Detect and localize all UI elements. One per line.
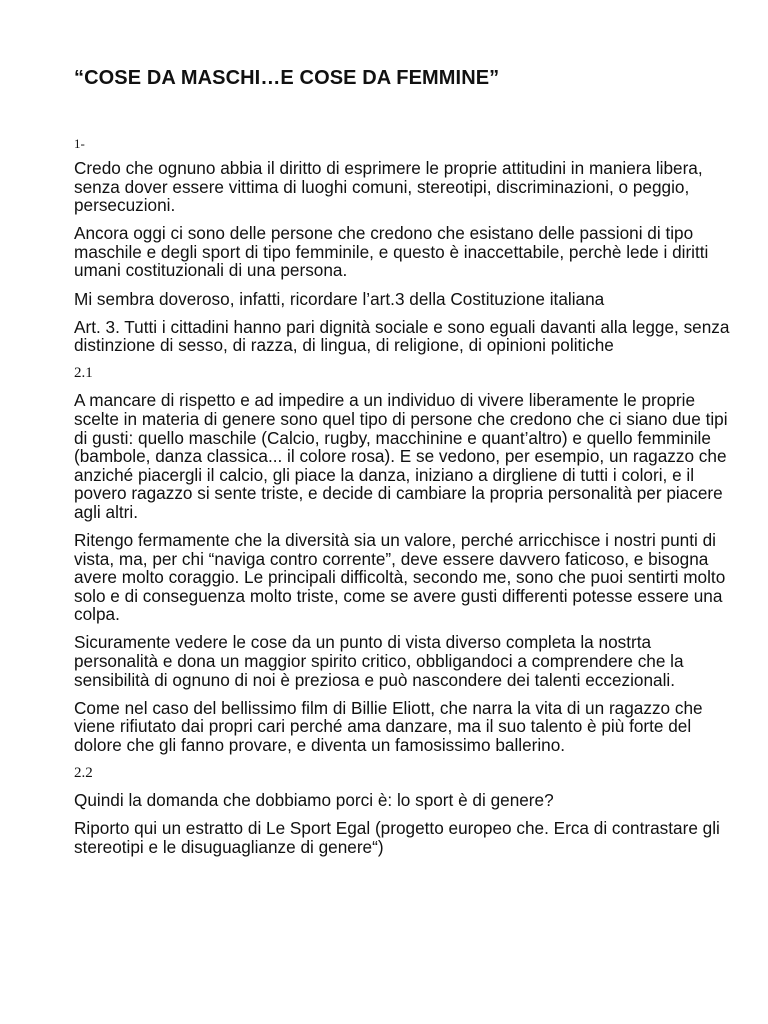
document-title: “COSE DA MASCHI…E COSE DA FEMMINE” — [74, 67, 500, 89]
paragraph: Come nel caso del bellissimo film di Billie Eliott, che narra la vita di un ragazzo che viene rifiutato dai propri cari perché ama danzare, ma il suo talento è più forte del dolore che gli fanno provare, e diventa un famosissimo ballerino. — [74, 697, 703, 755]
paragraph: Riporto qui un estratto di Le Sport Egal (progetto europeo che. Erca di contrastare gli stereotipi e le disuguaglianze di genere“) — [74, 818, 720, 857]
section-number-2-1: 2.1 — [74, 365, 93, 382]
paragraph: Ritengo fermamente che la diversità sia un valore, perché arricchisce i nostri punti di vista, ma, per chi “naviga contro corrente”, deve essere davvero faticoso, e bisogna avere molto coraggio. Le principali difficoltà, secondo me, sono che puoi sentirti molto solo e di conseguenza molto triste, come se avere gusti differenti potesse essere una colpa. — [74, 530, 726, 625]
paragraph: A mancare di rispetto e ad impedire a un individuo di vivere liberamente le proprie scelte in materia di genere sono quel tipo di persone che credono che ci siano due tipi di gusti: quello maschile (Calcio, rugby, macchinine e quant’altro) e quello femminile (bambole, danza classica... il colore rosa). E se vedono, per esempio, un ragazzo che anziché piacergli il calcio, gli piace la danza, iniziano a dirgliene di tutti i colori, e il povero ragazzo si sente triste, e decide di cambiare la propria personalità per piacere agli altri. — [74, 390, 728, 522]
document-page — [74, 66, 734, 866]
paragraph: Quindi la domanda che dobbiamo porci è: lo sport è di genere? — [74, 790, 554, 811]
section-number-2-2: 2.2 — [74, 765, 93, 782]
paragraph: Mi sembra doveroso, infatti, ricordare l’art.3 della Costituzione italiana — [74, 288, 605, 309]
constitution-article-quote: Art. 3. Tutti i cittadini hanno pari dignità sociale e sono eguali davanti alla legge, senza distinzione di sesso, di razza, di lingua, di religione, di opinioni politiche — [74, 316, 730, 356]
section-number-1: 1- — [74, 136, 85, 151]
paragraph: Ancora oggi ci sono delle persone che credono che esistano delle passioni di tipo maschile e degli sport di tipo femminile, e questo è inaccettabile, perchè lede i diritti umani costituzionali di una persona. — [74, 223, 709, 281]
paragraph: Sicuramente vedere le cose da un punto di vista diverso completa la nostrta personalità e dona un maggior spirito critico, obbligandoci a comprendere che la sensibilità di ognuno di noi è preziosa e può nascondere dei talenti eccezionali. — [74, 632, 684, 690]
paragraph: Credo che ognuno abbia il diritto di esprimere le proprie attitudini in maniera libera, senza dover essere vittima di luoghi comuni, stereotipi, discriminazioni, o peggio, persecuzioni. — [74, 158, 703, 216]
